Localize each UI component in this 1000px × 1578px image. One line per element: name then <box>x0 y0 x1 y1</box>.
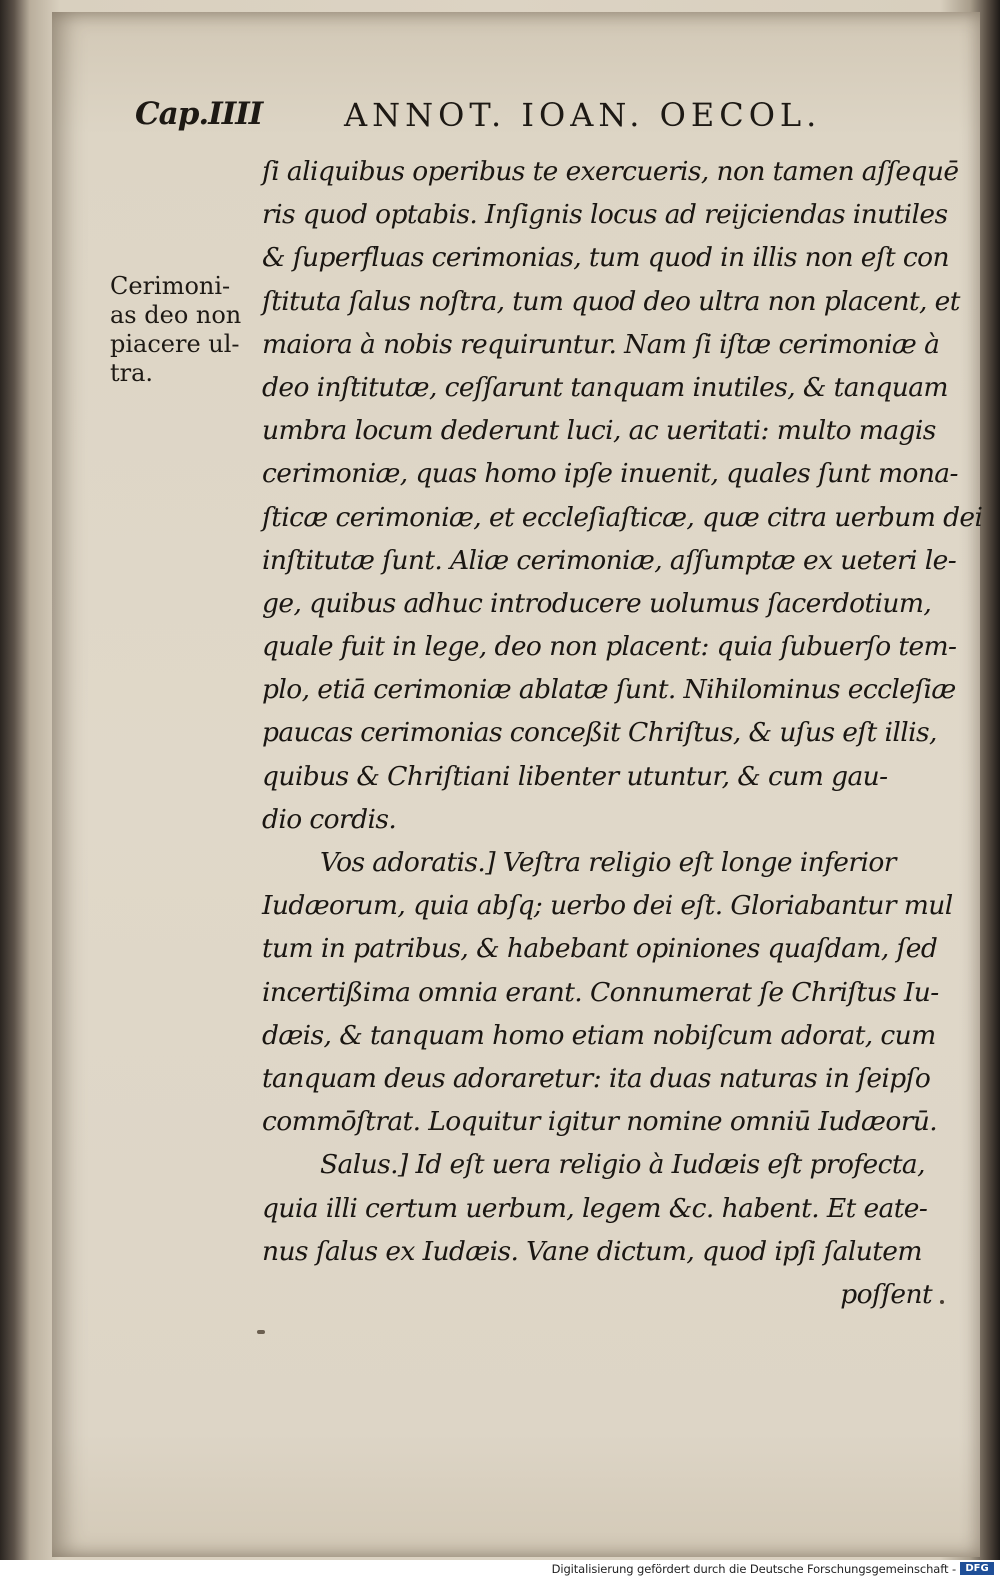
text-line: maiora à nobis requiruntur. Nam ſi iſtæ cerimoniæ à <box>262 328 940 360</box>
text-line: & ſuperfluas cerimonias, tum quod in illis non eſt con <box>262 242 949 274</box>
text-line: quale fuit in lege, deo non placent: quia ſubuerſo tem- <box>262 631 957 663</box>
text-line: deo inſtitutæ, ceſſarunt tanquam inutiles, & tanquam <box>262 371 948 403</box>
text-line: ſtituta ſalus noſtra, tum quod deo ultra non placent, et <box>262 285 960 317</box>
running-title: ANNOT. IOAN. OECOL. <box>344 96 822 134</box>
margin-note-line: piacere ul- <box>110 330 240 358</box>
ink-speck <box>257 1330 265 1334</box>
text-line: tanquam deus adoraretur: ita duas naturas in ſeipſo <box>262 1062 931 1094</box>
dfg-logo: DFG <box>960 1562 994 1575</box>
ink-speck <box>940 1300 944 1304</box>
text-line: dio cordis. <box>262 803 397 835</box>
catchword: poſſent <box>840 1278 932 1310</box>
page-header <box>130 96 950 136</box>
margin-note-line: Cerimoni- <box>110 272 231 300</box>
text-line: ge, quibus adhuc introducere uolumus ſacerdotium, <box>262 587 932 619</box>
body-text <box>262 150 983 1316</box>
text-line: paucas cerimonias conceßit Chriſtus, & uſus eſt illis, <box>262 717 937 749</box>
text-line: umbra locum dederunt luci, ac ueritati: multo magis <box>262 415 936 447</box>
text-line: nus ſalus ex Iudæis. Vane dictum, quod ipſi ſalutem <box>262 1235 922 1267</box>
paragraph-start-line: Vos adoratis.] Veſtra religio eſt longe inferior <box>320 847 896 878</box>
text-line: ſi aliquibus operibus te exercueris, non tamen aſſequē <box>262 156 959 187</box>
text-line: dæis, & tanquam homo etiam nobiſcum adorat, cum <box>262 1019 936 1051</box>
text-line: quibus & Chriſtiani libenter utuntur, & cum gau- <box>262 760 888 792</box>
text-line: ris quod optabis. Inſignis locus ad reijciendas inutiles <box>262 199 948 231</box>
text-line: Iudæorum, quia abſq; uerbo dei eſt. Gloriabantur mul <box>262 890 953 922</box>
text-line: plo, etiā cerimoniæ ablatæ ſunt. Nihilominus eccleſiæ <box>262 674 956 706</box>
text-line: tum in patribus, & habebant opiniones quaſdam, ſed <box>262 933 938 965</box>
credit-text: Digitalisierung gefördert durch die Deutsche Forschungsgemeinschaft - <box>551 1562 956 1576</box>
text-line: inſtitutæ ſunt. Aliæ cerimoniæ, aſſumptæ ex ueteri le- <box>262 544 957 576</box>
paragraph-start-line: Salus.] Id eſt uera religio à Iudæis eſt profecta, <box>320 1149 925 1181</box>
marginal-note <box>110 272 262 388</box>
digitization-credit-bar <box>0 1560 1000 1578</box>
margin-note-line: tra. <box>110 359 154 387</box>
text-line: quia illi certum uerbum, legem &c. habent. Et eate- <box>262 1192 928 1224</box>
text-line: commōſtrat. Loquitur igitur nomine omniū Iudæorū. <box>262 1106 938 1138</box>
text-line: ſticæ cerimoniæ, et eccleſiaſticæ, quæ citra uerbum dei <box>262 501 983 533</box>
text-line: incertißima omnia erant. Connumerat ſe Chriſtus Iu- <box>262 976 939 1008</box>
margin-note-line: as deo non <box>110 301 242 329</box>
chapter-label: Cap.IIII <box>135 96 263 132</box>
text-line: cerimoniæ, quas homo ipſe inuenit, quales ſunt mona- <box>262 458 958 490</box>
